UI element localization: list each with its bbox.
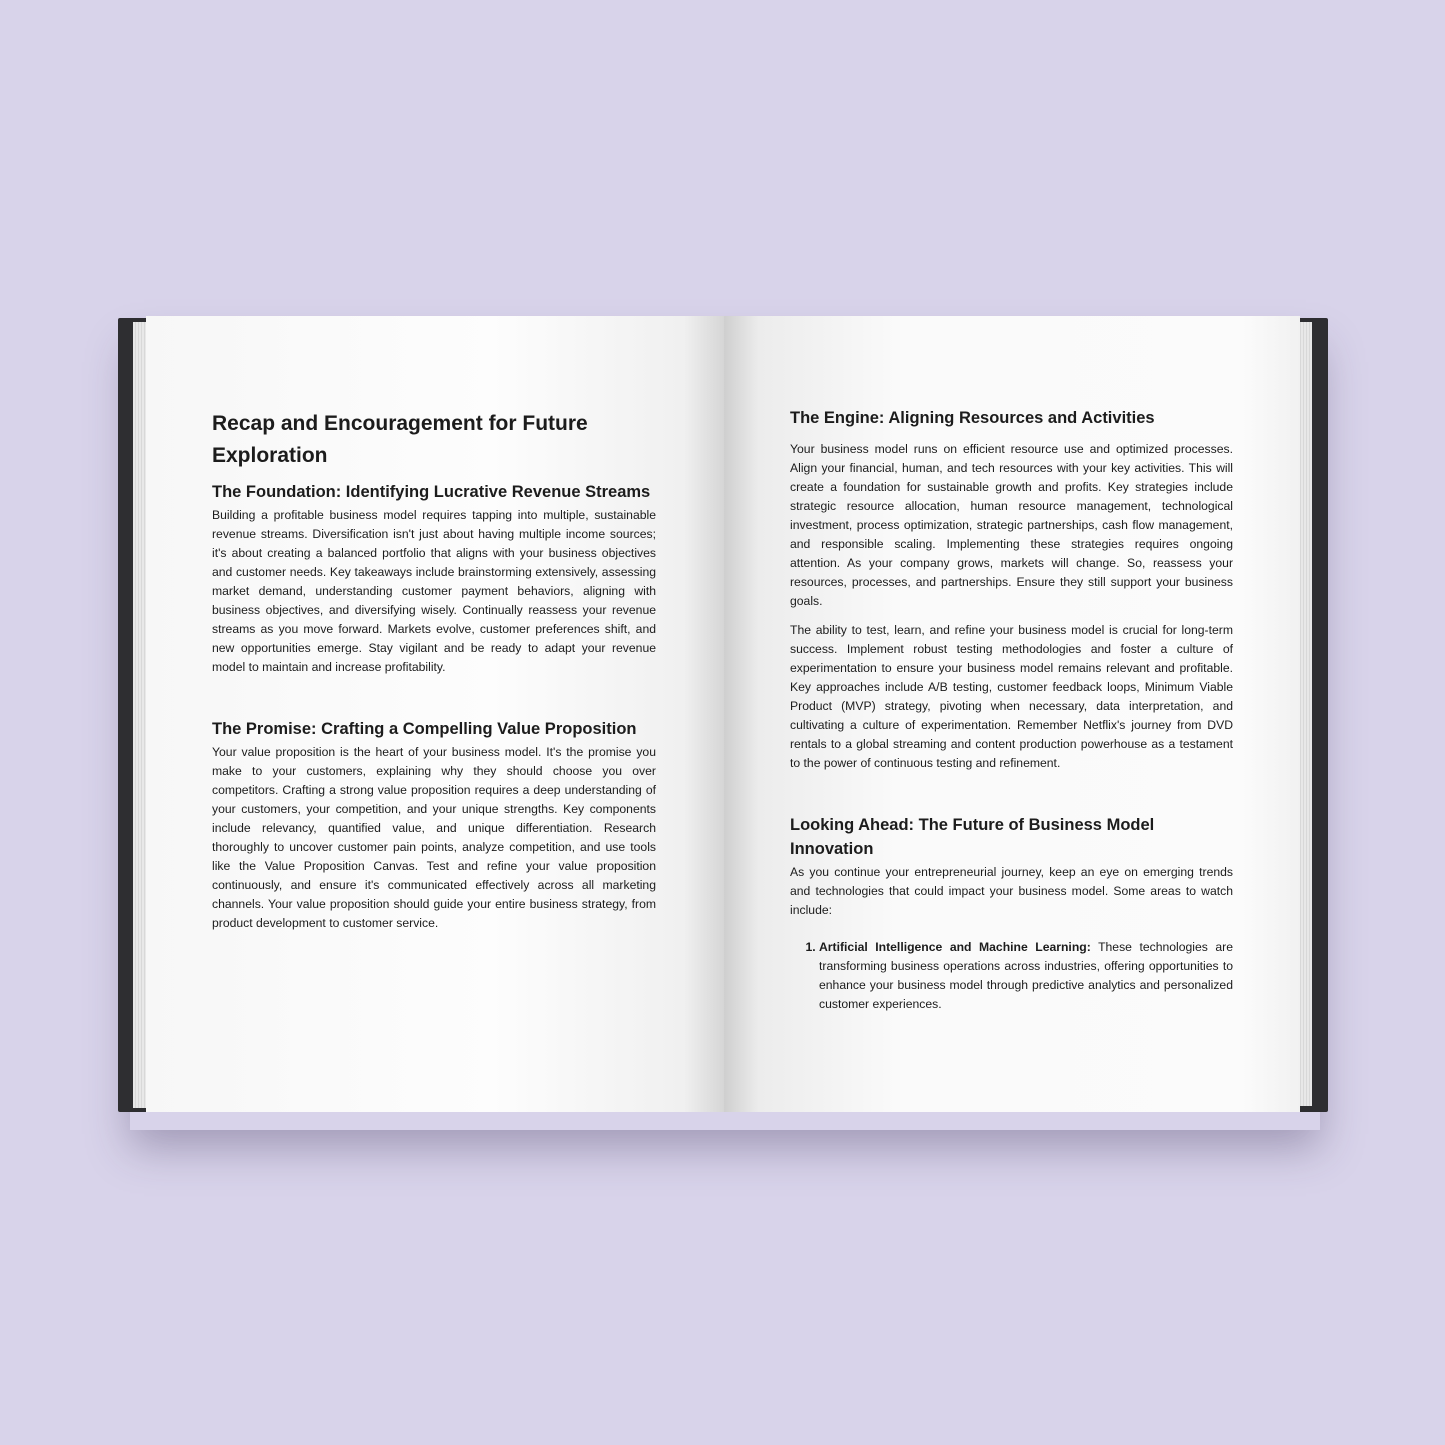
page-edges-left [133, 322, 147, 1108]
section-heading: The Promise: Crafting a Compelling Value Proposition [212, 720, 637, 738]
section-body: As you continue your entrepreneurial journey, keep an eye on emerging trends and technologies that could impact your business model. Some areas to watch include: [790, 865, 1233, 917]
section-body: The ability to test, learn, and refine your business model is crucial for long-term success. Implement robust testing methodologies and foster a culture of experimentation to ensure your business model remains relevant and profitable. Key approaches include A/B testing, customer feedback loops, Minimum Viable Product (MVP) strategy, pivoting when necessary, data interpretation, and cultivating a culture of experimentation. Remember Netflix's journey from DVD rentals to a global streaming and content production powerhouse as a testament to the power of continuous testing and refinement. [790, 623, 1233, 770]
right-page-content [790, 406, 1233, 1014]
section-heading: The Engine: Aligning Resources and Activities [790, 409, 1155, 427]
chapter-title: Recap and Encouragement for Future Exploration [212, 412, 588, 467]
list-item [819, 938, 1233, 1014]
section-body: Your business model runs on efficient resource use and optimized processes. Align your financial, human, and tech resources with your key activities. This will create a foundation for sustainable growth and profits. Key strategies include strategic resource allocation, human resource management, technological investment, process optimization, strategic partnerships, cash flow management, and responsible scaling. Implementing these strategies requires ongoing attention. As your company grows, markets will change. So, reassess your resources, processes, and partnerships. Ensure they still support your business goals. [790, 442, 1233, 608]
left-page-content [212, 408, 656, 933]
section-heading: The Foundation: Identifying Lucrative Revenue Streams [212, 483, 651, 501]
section-body: Building a profitable business model requires tapping into multiple, sustainable revenue streams. Diversification isn't just about having multiple income sources; it's about creating a balanced portfolio that aligns with your business objectives and customer needs. Key takeaways include brainstorming extensively, assessing market demand, understanding customer payment behaviors, aligning with business objectives, and diversifying wisely. Continually reassess your revenue streams as you move forward. Markets evolve, customer preferences shift, and new opportunities emerge. Stay vigilant and be ready to adapt your revenue model to maintain and increase profitability. [212, 508, 656, 674]
section-body: Your value proposition is the heart of your business model. It's the promise you make to your customers, explaining why they should choose you over competitors. Crafting a strong value proposition requires a deep understanding of your customers, your competition, and your unique strengths. Key components include relevancy, quantified value, and unique differentiation. Research thoroughly to uncover customer pain points, analyze competition, and use tools like the Value Proposition Canvas. Test and refine your value proposition continuously, and ensure it's communicated effectively across all marketing channels. Your value proposition should guide your entire business strategy, from product development to customer service. [212, 745, 656, 930]
list-item-text: These technologies are transforming business operations across industries, offering opportunities to enhance your business model through predictive analytics and personalized customer experiences. [819, 940, 1234, 1011]
page-edges-right [1298, 322, 1312, 1106]
list-item-term: Artificial Intelligence and Machine Learning: [819, 940, 1091, 954]
trend-list [790, 938, 1233, 1014]
section-heading: Looking Ahead: The Future of Business Model Innovation [790, 816, 1155, 858]
